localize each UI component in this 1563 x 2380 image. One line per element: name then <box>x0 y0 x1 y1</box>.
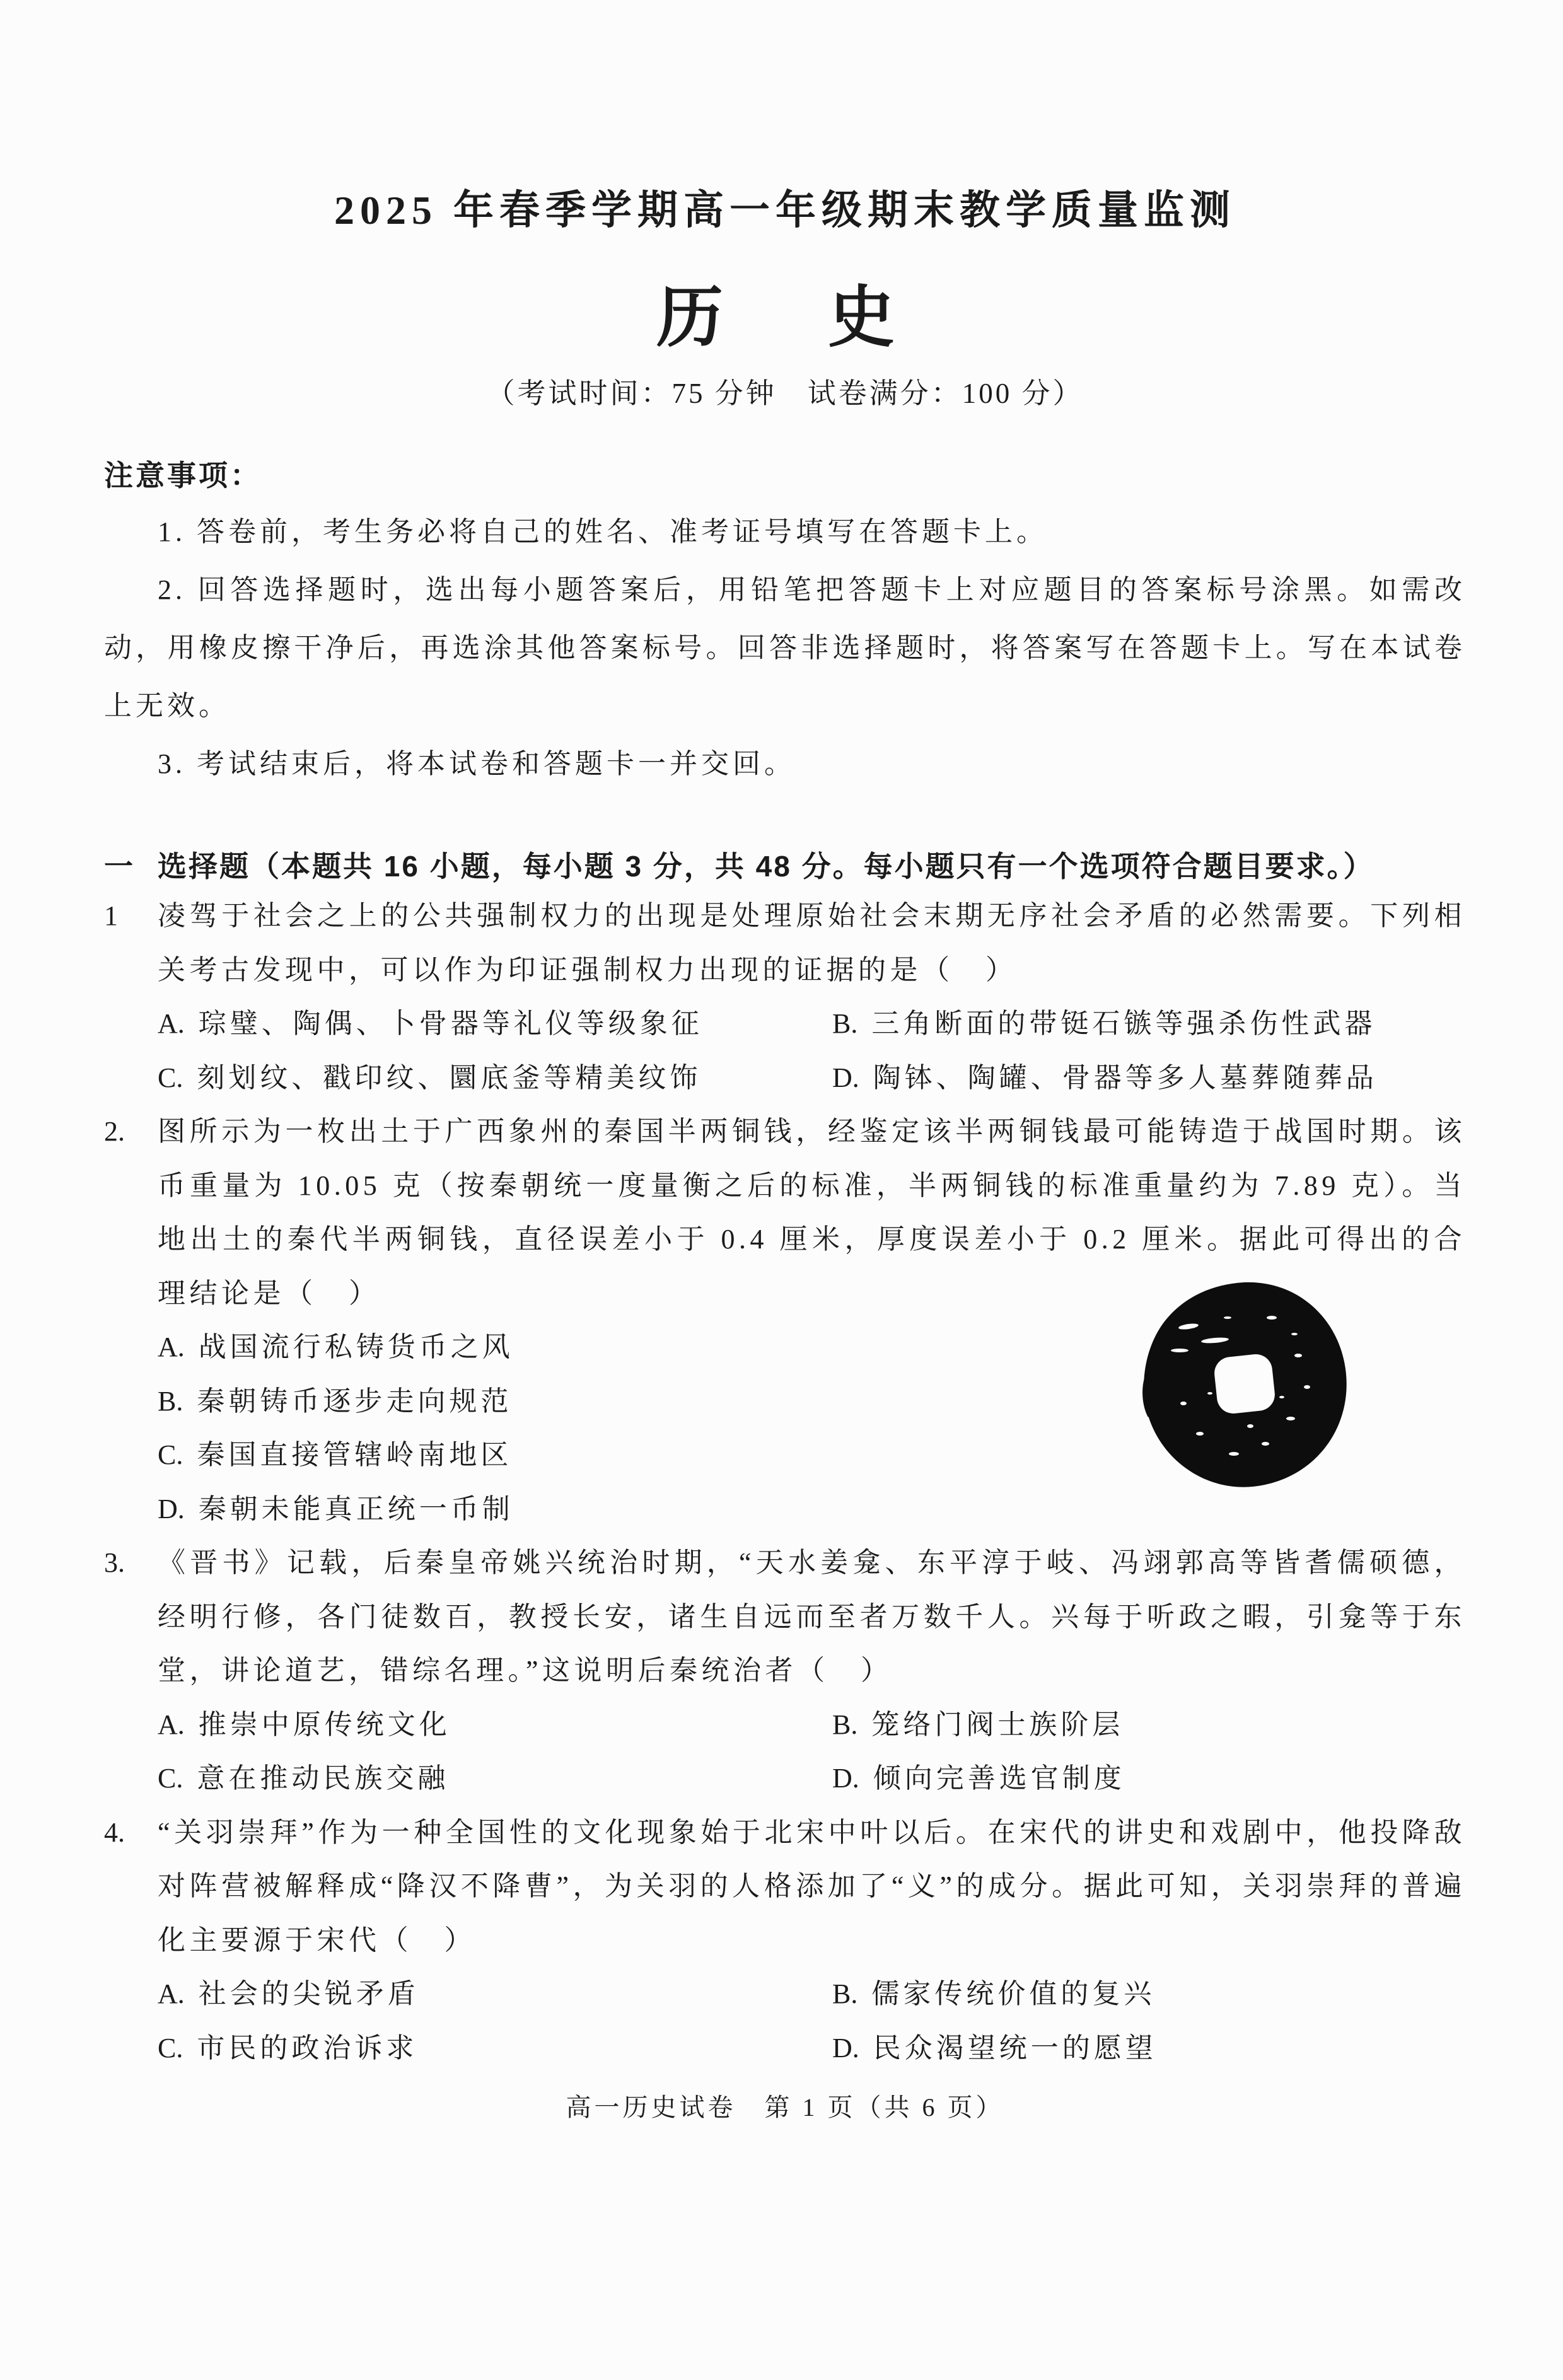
option-2-d <box>104 1482 1466 1536</box>
option-4-a-label: A. <box>158 1978 185 2009</box>
option-3-b-text: 笼络门阀士族阶层 <box>871 1709 1124 1740</box>
section-header <box>104 846 1466 886</box>
question-3-options <box>104 1698 1466 1806</box>
option-3-a <box>158 1698 832 1752</box>
option-4-d-label: D. <box>832 2032 859 2064</box>
banliang-coin-image <box>1139 1280 1349 1489</box>
question-1-text: 凌驾于社会之上的公共强制权力的出现是处理原始社会末期无序社会矛盾的必然需要。下列相关考古发现中，可以作为印证强制权力出现的证据的是（ ） <box>158 900 1466 985</box>
option-1-a-label: A. <box>158 1008 185 1039</box>
option-4-a-text: 社会的尖锐矛盾 <box>198 1978 419 2009</box>
exam-info-line: （考试时间：75 分钟 试卷满分：100 分） <box>486 378 1084 409</box>
option-2-b-label: B. <box>158 1385 183 1417</box>
question-1-number: 1 <box>104 900 118 931</box>
option-1-b <box>832 997 1466 1051</box>
notice-item-1: 1. 答卷前，考生务必将自己的姓名、准考证号填写在答题卡上。 <box>158 516 1048 547</box>
question-3-text: 《晋书》记载，后秦皇帝姚兴统治时期，“天水姜龛、东平淳于岐、冯翊郭高等皆耆儒硕德，经明行修，各门徒数百，教授长安，诸生自远而至者万数千人。兴每于听政之暇，引龛等于东堂，讲论道艺，错综名理。”这说明后秦统治者（ ） <box>158 1547 1466 1686</box>
option-4-d-text: 民众渴望统一的愿望 <box>873 2032 1157 2064</box>
option-3-b-label: B. <box>832 1709 858 1740</box>
subject-title: 历 史 <box>656 281 914 355</box>
option-1-b-text: 三角断面的带铤石镞等强杀伤性武器 <box>871 1008 1376 1039</box>
option-2-a-text: 战国流行私铸货币之风 <box>198 1332 514 1362</box>
notice-heading: 注意事项： <box>104 459 262 492</box>
option-3-d-label: D. <box>832 1763 859 1794</box>
option-3-c-text: 意在推动民族交融 <box>197 1763 450 1794</box>
notice-item-3: 3. 考试结束后，将本试卷和答题卡一并交回。 <box>158 748 796 779</box>
option-1-c-text: 刻划纹、戳印纹、圜底釜等精美纹饰 <box>197 1062 702 1093</box>
section-marker: 一 <box>104 850 135 883</box>
option-4-b-label: B. <box>832 1978 858 2009</box>
notice-item-2: 2. 回答选择题时，选出每小题答案后，用铅笔把答题卡上对应题目的答案标号涂黑。如需改动，用橡皮擦干净后，再选涂其他答案标号。回答非选择题时，将答案写在答题卡上。写在本试卷上无效。 <box>104 574 1466 721</box>
question-4-options <box>104 1967 1466 2075</box>
option-3-c-label: C. <box>158 1763 183 1794</box>
option-3-d <box>832 1751 1466 1806</box>
option-1-c-label: C. <box>158 1062 183 1093</box>
option-2-b-text: 秦朝铸币逐步走向规范 <box>197 1385 513 1417</box>
question-1 <box>104 889 1466 997</box>
question-4 <box>104 1806 1466 1968</box>
option-1-a <box>158 997 832 1051</box>
option-4-a <box>158 1967 832 2021</box>
question-2-text: 图所示为一枚出土于广西象州的秦国半两铜钱，经鉴定该半两铜钱最可能铸造于战国时期。该币重量为 10.05 克（按秦朝统一度量衡之后的标准，半两铜钱的标准重量约为 7.89 克）。当地出土的秦代半两铜钱，直径误差小于 0.4 厘米，厚度误差小于 0.2 厘米。据此可得出的合理结论是（ ） <box>158 1116 1466 1309</box>
question-4-text: “关羽崇拜”作为一种全国性的文化现象始于北宋中叶以后。在宋代的讲史和戏剧中，他投降敌对阵营被解释成“降汉不降曹”，为关羽的人格添加了“义”的成分。据此可知，关羽崇拜的普遍化主要源于宋代（ ） <box>158 1816 1466 1956</box>
page-content <box>104 0 1466 2125</box>
question-4-number: 4. <box>104 1816 125 1848</box>
option-1-a-text: 琮璧、陶偶、卜骨器等礼仪等级象征 <box>198 1008 703 1039</box>
option-4-d <box>832 2021 1466 2075</box>
option-1-c <box>158 1051 832 1105</box>
option-4-b-text: 儒家传统价值的复兴 <box>871 1978 1156 2009</box>
option-3-b <box>832 1698 1466 1752</box>
page-title: 2025 年春季学期高一年级期末教学质量监测 <box>334 188 1236 233</box>
option-3-d-text: 倾向完善选官制度 <box>873 1763 1125 1794</box>
notice-section <box>104 503 1466 793</box>
option-3-a-text: 推崇中原传统文化 <box>198 1709 451 1740</box>
question-3 <box>104 1536 1466 1698</box>
option-3-a-label: A. <box>158 1709 185 1740</box>
question-1-options <box>104 997 1466 1105</box>
question-3-number: 3. <box>104 1547 125 1578</box>
option-4-c <box>158 2021 832 2075</box>
option-1-d-label: D. <box>832 1062 859 1093</box>
option-1-d <box>832 1051 1466 1105</box>
option-1-d-text: 陶钵、陶罐、骨器等多人墓葬随葬品 <box>873 1062 1378 1093</box>
option-4-c-label: C. <box>158 2032 183 2064</box>
option-4-b <box>832 1967 1466 2021</box>
section-title: 选择题（本题共 16 小题，每小题 3 分，共 48 分。每小题只有一个选项符合题目要求。） <box>158 850 1374 883</box>
coin-icon <box>1139 1280 1349 1489</box>
option-2-c-text: 秦国直接管辖岭南地区 <box>197 1439 513 1470</box>
option-1-b-label: B. <box>832 1008 858 1039</box>
option-2-d-label: D. <box>158 1493 185 1524</box>
page-footer: 高一历史试卷 第 1 页（共 6 页） <box>566 2093 1004 2122</box>
option-2-c-label: C. <box>158 1439 183 1470</box>
option-3-c <box>158 1751 832 1806</box>
option-4-c-text: 市民的政治诉求 <box>197 2032 418 2064</box>
question-2-number: 2. <box>104 1116 125 1147</box>
option-2-a-label: A. <box>158 1332 185 1362</box>
option-2-d-text: 秦朝未能真正统一币制 <box>198 1493 514 1524</box>
